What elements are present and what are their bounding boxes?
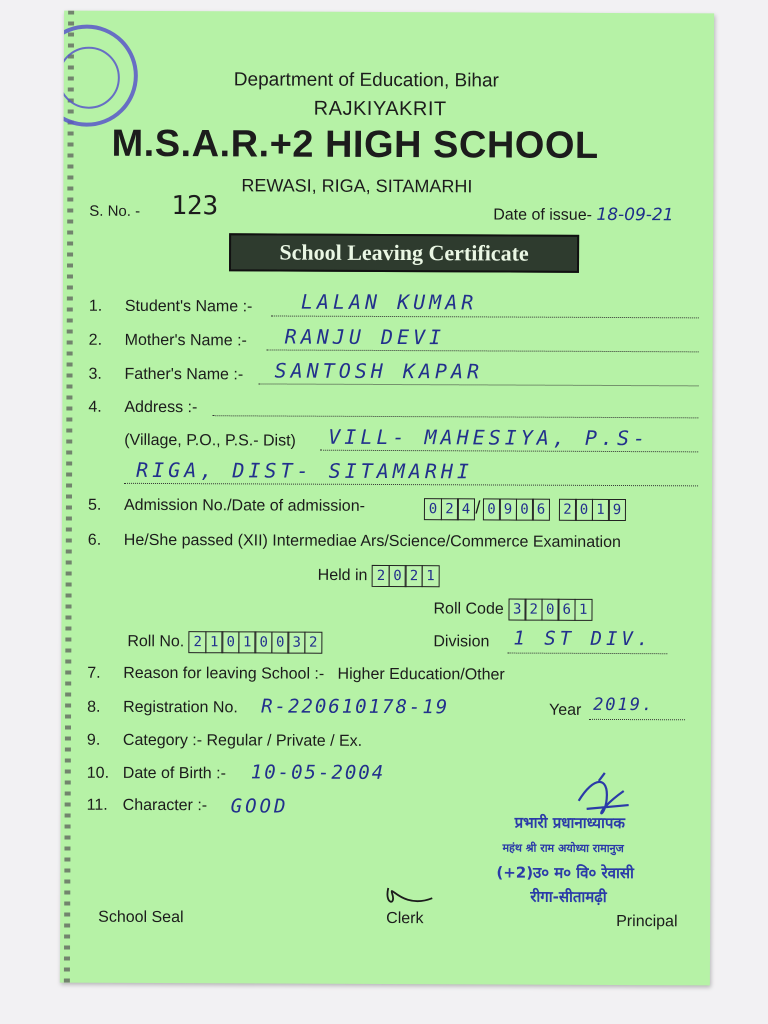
digit-box: 2 — [304, 632, 322, 654]
field-label: Admission No./Date of admission- — [123, 496, 365, 515]
school-location: REWASI, RIGA, SITAMARHI — [241, 175, 473, 197]
digit-box: 1 — [591, 499, 609, 521]
digit-box: 6 — [558, 599, 576, 621]
field-category — [87, 732, 697, 753]
field-number: 7. — [87, 664, 101, 682]
reason-value: Higher Education/Other — [337, 665, 505, 684]
division — [433, 633, 489, 651]
digit-box: 2 — [405, 565, 423, 587]
dotted-line — [507, 653, 667, 655]
digit-box: 1 — [574, 599, 592, 621]
address-sub-label: (Village, P.O., P.S.- Dist) — [124, 431, 296, 450]
serial-number: 123 — [171, 191, 219, 222]
issue-date — [493, 204, 673, 225]
division-label: Division — [433, 633, 490, 651]
field-label: Address :- — [124, 398, 198, 417]
digit-box: 1 — [205, 631, 223, 653]
field-label: He/She passed (XII) Intermediae Ars/Science/Commerce Examination — [123, 531, 621, 552]
address-value-line1: VILL- MAHESIYA, P.S- — [328, 424, 650, 451]
roll-code — [433, 598, 590, 621]
serial-label: S. No. - — [89, 202, 141, 220]
stamp-line-3: (+2)उ० म० वि० रेवासी — [496, 863, 634, 883]
stamp-line-1: प्रभारी प्रधानाध्यापक — [514, 813, 625, 833]
mother-name-value: RANJU DEVI — [284, 324, 446, 350]
field-number: 10. — [86, 764, 110, 782]
digit-box: 2 — [189, 631, 207, 653]
field-label: Reason for leaving School :- — [123, 664, 325, 683]
field-number: 11. — [86, 796, 108, 814]
stamp-line-2: महंथ श्री राम अयोध्या रामानुज — [502, 841, 624, 856]
issue-date-value: 18-09-21 — [596, 204, 674, 226]
field-label: Registration No. — [123, 698, 238, 717]
field-number: 2. — [88, 331, 103, 349]
digit-box: 2 — [372, 565, 390, 587]
digit-box: 4 — [457, 498, 475, 520]
school-type: RAJKIYAKRIT — [313, 97, 447, 121]
roll-code-label: Roll Code — [433, 600, 504, 618]
digit-box: 0 — [482, 498, 500, 520]
dob-value: 10-05-2004 — [250, 761, 386, 784]
registration-year-label: Year — [549, 701, 582, 719]
digit-box: 2 — [440, 498, 458, 520]
department-heading: Department of Education, Bihar — [233, 69, 499, 92]
digit-box: 2 — [558, 499, 576, 521]
field-number: 9. — [86, 731, 101, 749]
digit-box: 0 — [541, 599, 559, 621]
field-number: 4. — [88, 398, 102, 416]
digit-box: 0 — [424, 498, 442, 520]
digit-box: 0 — [388, 565, 406, 587]
digit-box: 0 — [222, 631, 240, 653]
field-label: Character :- — [122, 796, 208, 815]
field-passed — [88, 532, 698, 553]
field-number: 1. — [88, 297, 103, 315]
admission-date-boxes — [482, 498, 548, 520]
field-label: Mother's Name :- — [124, 331, 247, 350]
school-seal-label: School Seal — [98, 908, 184, 927]
digit-box: 9 — [499, 498, 517, 520]
field-number: 5. — [87, 496, 102, 514]
field-label: Category :- Regular / Private / Ex. — [122, 731, 363, 750]
field-label: Father's Name :- — [124, 365, 244, 384]
registration-year-value: 2019. — [593, 694, 655, 716]
school-name: M.S.A.R.+2 HIGH SCHOOL — [111, 122, 599, 167]
character-value: GOOD — [230, 795, 289, 818]
held-in — [318, 565, 438, 588]
digit-box: 1 — [421, 565, 439, 587]
registration-value: R-220610178-19 — [261, 695, 450, 719]
admission-number-boxes — [424, 498, 474, 520]
roll-no-boxes — [189, 631, 321, 654]
held-in-label: Held in — [317, 566, 368, 585]
digit-box: 0 — [271, 631, 289, 653]
field-number: 6. — [87, 531, 102, 549]
clerk-label: Clerk — [386, 910, 424, 928]
dotted-line — [589, 719, 685, 720]
digit-box: 9 — [608, 499, 626, 521]
perforated-edge — [64, 11, 74, 983]
digit-box: 0 — [255, 631, 273, 653]
principal-label: Principal — [616, 913, 678, 931]
digit-box: 3 — [288, 632, 306, 654]
certificate-paper — [60, 11, 714, 986]
held-in-boxes — [372, 565, 438, 587]
roll-no — [127, 631, 320, 654]
dotted-line — [124, 483, 698, 487]
digit-box: 3 — [508, 599, 526, 621]
student-name-value: LALAN KUMAR — [300, 289, 478, 315]
division-value: 1 ST DIV. — [513, 627, 653, 651]
digit-box: 6 — [532, 498, 550, 520]
admission-boxes — [424, 497, 625, 521]
roll-code-boxes — [508, 599, 591, 621]
digit-box: 0 — [575, 499, 593, 521]
slash-separator: / — [475, 497, 481, 518]
stamp-line-4: रीगा-सीतामढ़ी — [530, 887, 607, 906]
address-value-line2: RIGA, DIST- SITAMARHI — [136, 457, 474, 484]
field-label: Student's Name :- — [124, 297, 253, 316]
certificate-title: School Leaving Certificate — [229, 233, 579, 273]
field-label: Date of Birth :- — [122, 764, 226, 783]
roll-no-label: Roll No. — [127, 633, 185, 651]
admission-year-boxes — [558, 499, 624, 521]
digit-box: 0 — [515, 498, 533, 520]
digit-box: 2 — [525, 599, 543, 621]
school-seal-stamp — [60, 24, 138, 126]
issue-date-label: Date of issue- — [493, 206, 592, 224]
field-reason — [87, 665, 697, 686]
father-name-value: SANTOSH KAPAR — [274, 358, 484, 384]
field-number: 3. — [88, 365, 102, 383]
digit-box: 1 — [238, 631, 256, 653]
field-number: 8. — [87, 698, 101, 716]
